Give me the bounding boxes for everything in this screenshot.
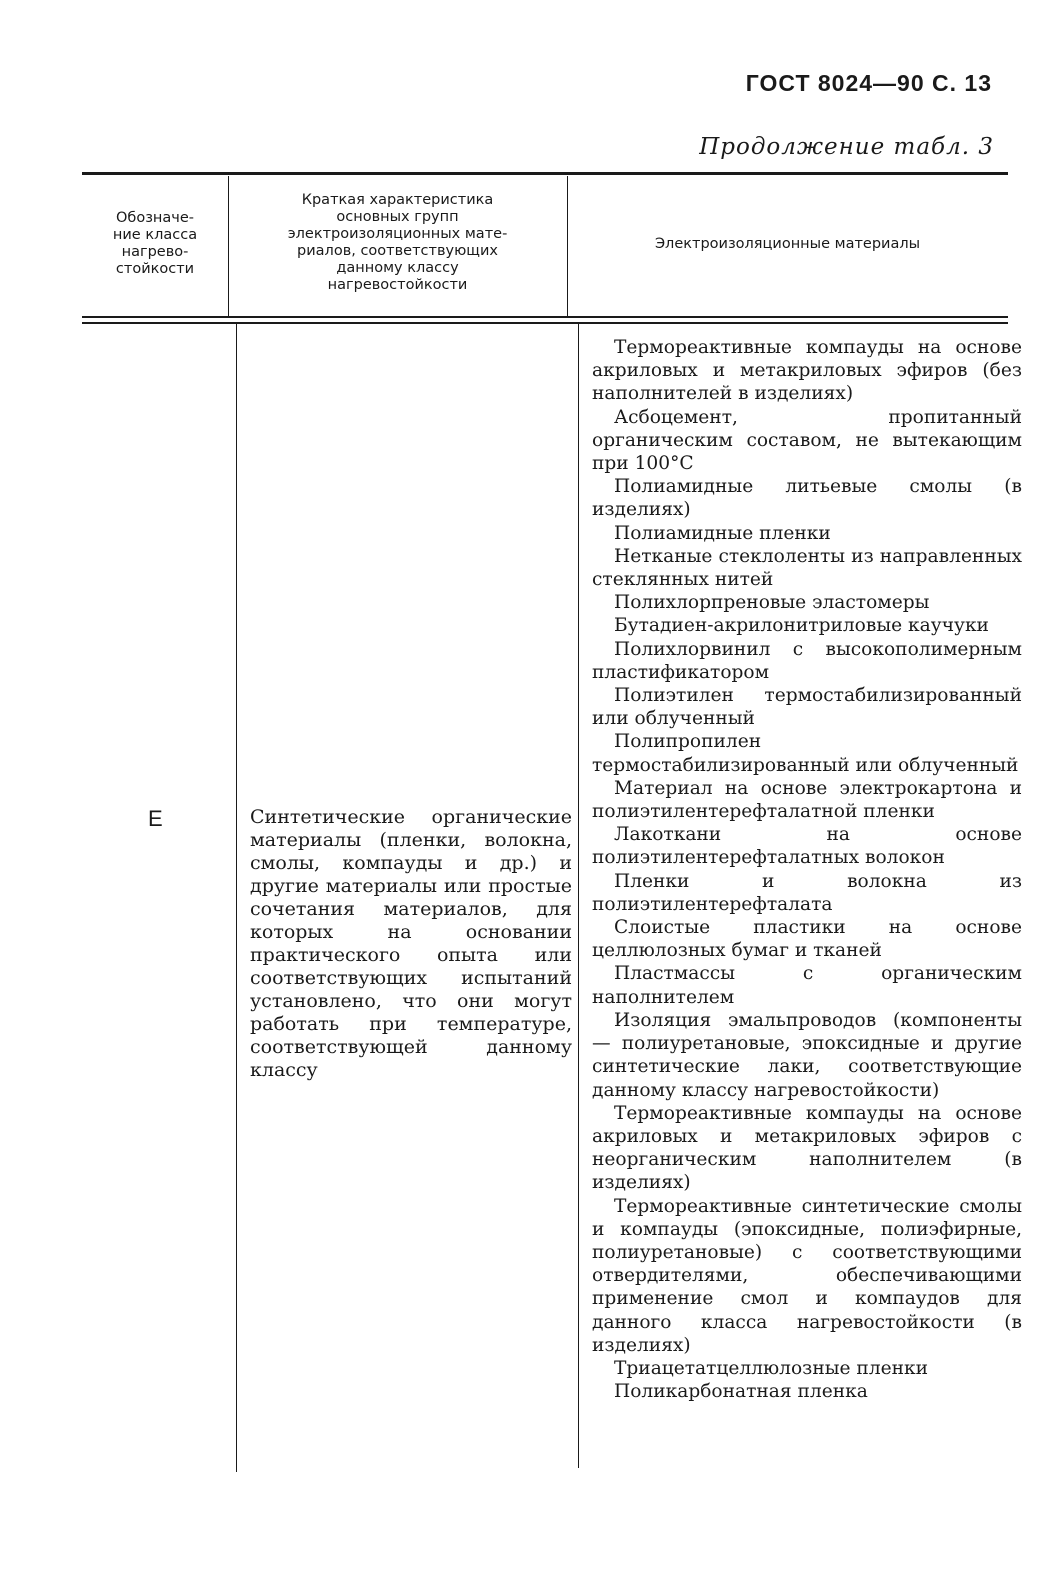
header-bottom-rule-double xyxy=(82,322,1008,324)
column-header-characteristics: Краткая характеристика основных групп электроизоляционных мате- риалов, соответствующих данному классу нагревостойкости xyxy=(287,192,508,293)
column-divider-2 xyxy=(578,324,579,1468)
material-item: Пластмассы с органическим наполнителем xyxy=(592,963,1022,1008)
materials-cell xyxy=(592,336,1022,1403)
material-item: Термореактивные компауды на основе акриловых и метакриловых эфиров с неорганическим наполнителем (в изделиях) xyxy=(592,1102,1022,1194)
column-divider-1 xyxy=(236,324,237,1472)
material-item: Поликарбонатная пленка xyxy=(614,1381,868,1403)
material-item: Материал на основе электрокартона и полиэтилентерефталатной пленки xyxy=(592,777,1022,823)
column-header-materials: Электроизоляционные материалы xyxy=(654,236,921,252)
material-item: Пленки и волокна из полиэтилентерефталата xyxy=(592,870,1022,915)
material-item: Асбоцемент, пропитанный органическим составом, не вытекающим при 100°С xyxy=(592,406,1022,475)
material-item: Полихлорпреновые эластомеры xyxy=(614,592,930,614)
material-item: Термореактивные компауды на основе акриловых и метакриловых эфиров (без наполнителей в изделиях) xyxy=(592,337,1022,405)
table-continuation-label: Продолжение табл. 3 xyxy=(699,134,994,160)
class-description-cell: Синтетические органические материалы (пленки, волокна, смолы, компауды и др.) и другие материалы или простые сочетания материалов, для которых на основании практического опыта или соответствующих испытаний установлено, что они могут работать при температуре, соответствующей данному классу xyxy=(250,806,572,1081)
column-header-class-designation: Обозначе- ние класса нагрево- стойкости xyxy=(112,210,198,277)
table-top-rule xyxy=(82,172,1008,175)
material-item: Бутадиен-акрилонитриловые каучуки xyxy=(614,615,989,637)
material-item: Нетканые стеклоленты из направленных стеклянных нитей xyxy=(592,545,1022,591)
material-item: Термореактивные синтетические смолы и компауды (эпоксидные, полиэфирные, полиуретановые) с соответствующими отвердителями, обеспечивающими применение смол и компаудов для данного класса нагревостойкости (в изделиях) xyxy=(592,1195,1022,1356)
material-item: Триацетатцеллюлозные пленки xyxy=(614,1357,929,1379)
material-item: Полипропилен термостабилизированный или облученный xyxy=(592,731,1019,776)
material-item: Полихлорвинил с высокополимерным пластификатором xyxy=(592,638,1022,683)
material-item: Слоистые пластики на основе целлюлозных бумаг и тканей xyxy=(592,917,1022,962)
header-bottom-rule xyxy=(82,316,1008,318)
page-header: ГОСТ 8024—90 С. 13 xyxy=(745,70,992,96)
material-item: Лакоткани на основе полиэтилентерефталатных волокон xyxy=(592,824,1022,869)
material-item: Изоляция эмальпроводов (компоненты — полиуретановые, эпоксидные и другие синтетические лаки, соответствующие данному классу нагревостойкости) xyxy=(592,1009,1022,1101)
class-designation-cell: E xyxy=(148,806,163,831)
material-item: Полиамидные пленки xyxy=(614,522,831,544)
material-item: Полиамидные литьевые смолы (в изделиях) xyxy=(592,476,1022,521)
material-item: Полиэтилен термостабилизированный или облученный xyxy=(592,685,1022,730)
